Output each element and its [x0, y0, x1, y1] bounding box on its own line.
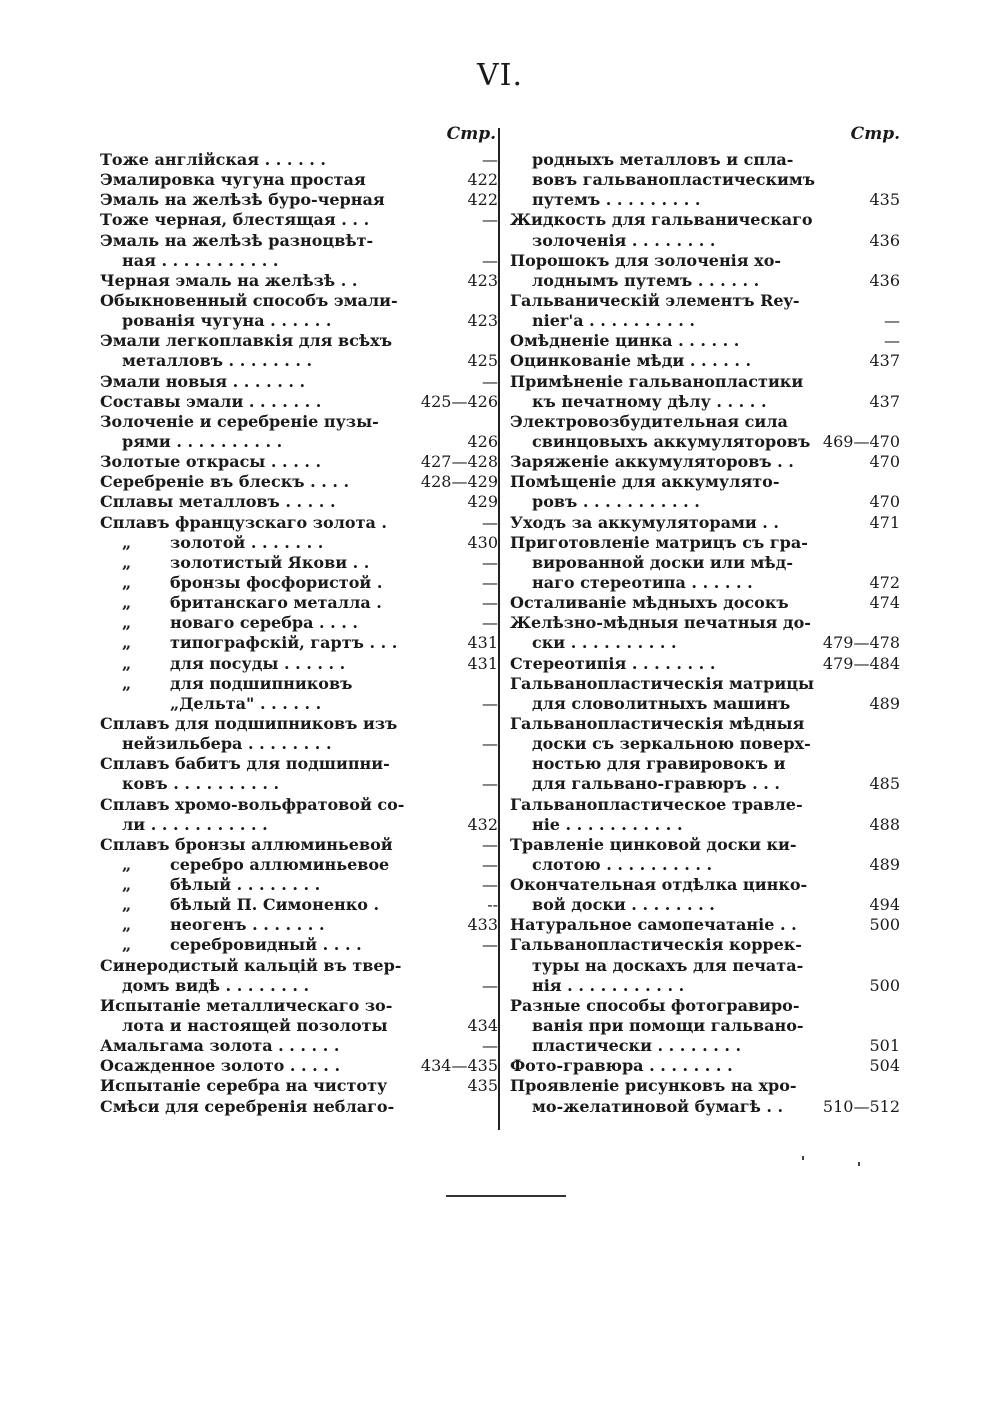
toc-entry-page: 470 — [869, 492, 900, 512]
toc-entry-page: 489 — [869, 854, 900, 874]
toc-entry-line — [100, 734, 498, 754]
toc-entry-title: Эмаль на желѣзѣ буро-черная — [100, 190, 385, 210]
toc-entry-line — [510, 795, 908, 815]
toc-entry-page: 422 — [467, 190, 498, 210]
toc-entry-title: Электровозбудительная сила — [510, 411, 788, 431]
toc-entry-line — [100, 915, 498, 935]
toc-entry-title: британскаго металла . — [170, 593, 382, 613]
toc-entry-line — [100, 271, 498, 291]
ditto-mark: „ — [122, 633, 132, 653]
toc-entry-line — [100, 392, 498, 412]
toc-entry-page: 423 — [467, 270, 498, 290]
toc-entry-line — [510, 150, 908, 170]
toc-entry-title: ная . . . . . . . . . . . — [122, 250, 279, 270]
toc-entry-page: — — [482, 693, 498, 713]
toc-entry-line — [100, 1097, 498, 1117]
toc-entry-line — [510, 291, 908, 311]
toc-entry-title: Амальгама золота . . . . . . — [100, 1036, 340, 1056]
toc-entry-line — [100, 372, 498, 392]
toc-entry-title: ковъ . . . . . . . . . . — [122, 774, 280, 794]
toc-entry-line — [510, 593, 908, 613]
toc-entry-title: ванія при помощи гальвано- — [532, 1016, 804, 1036]
toc-entry-title: нія . . . . . . . . . . . — [532, 975, 685, 995]
toc-entry-page: 430 — [467, 532, 498, 552]
toc-entry-page: 427—428 — [420, 452, 498, 472]
toc-entry-title: Желѣзно-мѣдныя печатныя до- — [510, 613, 811, 633]
toc-entry-page: 436 — [869, 270, 900, 290]
toc-entry-line — [510, 271, 908, 291]
toc-entry-title: вированной доски или мѣд- — [532, 552, 793, 572]
toc-entry-title: Окончательная отдѣлка цинко- — [510, 875, 808, 895]
toc-entry-line — [510, 392, 908, 412]
toc-entry-title: Обыкновенный способъ эмали- — [100, 290, 398, 310]
toc-entry-title: вовъ гальванопластическимъ — [532, 170, 816, 190]
toc-entry-page: 434—435 — [420, 1056, 498, 1076]
toc-entry-title: серебро аллюминьевое — [170, 854, 390, 874]
toc-entry-line — [100, 573, 498, 593]
toc-entry-title: Сплавъ для подшипниковъ изъ — [100, 713, 398, 733]
toc-entry-title: рями . . . . . . . . . . — [122, 431, 283, 451]
toc-entry-line — [100, 553, 498, 573]
toc-entry-title: Серебреніе въ блескъ . . . . — [100, 472, 350, 492]
toc-entry-page: 433 — [467, 915, 498, 935]
toc-entry-title: Сплавъ французскаго золота . — [100, 512, 387, 532]
ditto-mark: „ — [122, 935, 132, 955]
toc-entry-title: для словолитныхъ машинъ — [532, 693, 791, 713]
toc-entry-line — [510, 714, 908, 734]
page-number: VI. — [476, 58, 524, 93]
toc-entry-line — [100, 351, 498, 371]
toc-entry-page: — — [482, 774, 498, 794]
toc-entry-line — [510, 210, 908, 230]
toc-entry-page: — — [482, 875, 498, 895]
toc-entry-line — [100, 231, 498, 251]
toc-entry-line — [510, 674, 908, 694]
toc-entry-title: ніе . . . . . . . . . . . — [532, 814, 683, 834]
toc-entry-line — [100, 1036, 498, 1056]
toc-entry-page: 431 — [467, 633, 498, 653]
toc-entry-line — [100, 150, 498, 170]
toc-entry-title: металловъ . . . . . . . . — [122, 351, 313, 371]
toc-entry-page: 429 — [467, 492, 498, 512]
toc-entry-title: Осажденное золото . . . . . — [100, 1056, 341, 1076]
toc-entry-line — [510, 311, 908, 331]
toc-entry-title: Составы эмали . . . . . . . — [100, 391, 322, 411]
toc-entry-page: — — [482, 250, 498, 270]
toc-entry-title: Натуральное самопечатаніе . . — [510, 915, 797, 935]
print-speck — [858, 1162, 860, 1166]
toc-entry-page: — — [482, 552, 498, 572]
toc-entry-title: Синеродистый кальцій въ твер- — [100, 955, 402, 975]
toc-entry-line — [510, 633, 908, 653]
ditto-mark: „ — [122, 552, 132, 572]
toc-entry-title: пластически . . . . . . . . — [532, 1036, 742, 1056]
toc-entry-title: ли . . . . . . . . . . . — [122, 814, 268, 834]
toc-entry-line — [510, 875, 908, 895]
ditto-mark: „ — [122, 593, 132, 613]
toc-entry-line — [510, 895, 908, 915]
toc-entry-title: новаго серебра . . . . — [170, 613, 358, 633]
toc-entry-title: ностью для гравировокъ и — [532, 754, 786, 774]
toc-entry-page: 423 — [467, 311, 498, 331]
toc-entry-line — [100, 472, 498, 492]
toc-entry-title: Приготовленіе матрицъ съ гра- — [510, 532, 808, 552]
toc-entry-line — [100, 654, 498, 674]
toc-entry-line — [100, 674, 498, 694]
toc-entry-line — [510, 331, 908, 351]
toc-entry-line — [100, 875, 498, 895]
toc-entry-page: 422 — [467, 170, 498, 190]
toc-entry-page: 426 — [467, 431, 498, 451]
toc-entry-title: бѣлый П. Симоненко . — [170, 895, 380, 915]
toc-entry-title: Помѣщеніе для аккумулято- — [510, 472, 780, 492]
toc-entry-line — [100, 1016, 498, 1036]
toc-entry-line — [100, 412, 498, 432]
toc-entry-title: мо-желатиновой бумагѣ . . — [532, 1096, 784, 1116]
toc-entry-page: 485 — [869, 774, 900, 794]
toc-entry-line — [100, 190, 498, 210]
toc-entry-line — [100, 935, 498, 955]
toc-entry-page: 434 — [467, 1016, 498, 1036]
toc-entry-line — [100, 170, 498, 190]
toc-entry-line — [510, 231, 908, 251]
toc-entry-title: Гальванопластическія мѣдныя — [510, 713, 805, 733]
toc-entry-line — [510, 654, 908, 674]
toc-entry-title: Тоже англійская . . . . . . — [100, 150, 326, 169]
toc-entry-page: 510—512 — [822, 1096, 900, 1116]
toc-entry-line — [100, 976, 498, 996]
toc-entry-page: — — [482, 593, 498, 613]
toc-entry-title: Эмали легкоплавкія для всѣхъ — [100, 331, 392, 351]
toc-entry-title: нейзильбера . . . . . . . . — [122, 734, 332, 754]
toc-entry-line — [510, 432, 908, 452]
toc-entry-title: свинцовыхъ аккумуляторовъ — [532, 431, 811, 451]
toc-entry-page: 432 — [467, 814, 498, 834]
toc-entry-line — [100, 754, 498, 774]
toc-entry-line — [510, 734, 908, 754]
toc-entry-title: Сплавъ бабитъ для подшипни- — [100, 754, 390, 774]
toc-entry-line — [510, 513, 908, 533]
toc-entry-line — [510, 372, 908, 392]
toc-entry-title: Испытаніе металлическаго зо- — [100, 995, 393, 1015]
toc-entry-line — [510, 472, 908, 492]
toc-entry-page: 494 — [869, 895, 900, 915]
toc-entry-line — [510, 1016, 908, 1036]
toc-entry-title: Эмали новыя . . . . . . . — [100, 371, 306, 391]
toc-entry-title: для гальвано-гравюръ . . . — [532, 774, 780, 794]
toc-entry-line — [510, 492, 908, 512]
toc-entry-page: 425 — [467, 351, 498, 371]
toc-entry-title: бѣлый . . . . . . . . — [170, 875, 321, 895]
toc-entry-title: Гальванопластическое травле- — [510, 794, 803, 814]
ditto-mark: „ — [122, 915, 132, 935]
toc-entry-line — [100, 1076, 498, 1096]
toc-entry-page: 500 — [869, 915, 900, 935]
toc-entry-page: — — [482, 512, 498, 532]
toc-entry-line — [510, 915, 908, 935]
toc-entry-page: 425—426 — [420, 391, 498, 411]
toc-entry-page: — — [482, 572, 498, 592]
toc-entry-line — [100, 855, 498, 875]
toc-entry-line — [510, 1036, 908, 1056]
toc-entry-page: — — [482, 935, 498, 955]
toc-entry-title: золотистый Якови . . — [170, 552, 370, 572]
toc-entry-title: Омѣдненіе цинка . . . . . . — [510, 331, 740, 351]
toc-entry-title: Травленіе цинковой доски ки- — [510, 834, 797, 854]
toc-entry-line — [100, 694, 498, 714]
toc-entry-title: Заряженіе аккумуляторовъ . . — [510, 452, 794, 472]
toc-entry-line — [510, 573, 908, 593]
toc-entry-line — [510, 774, 908, 794]
toc-entry-title: Стереотипія . . . . . . . . — [510, 653, 716, 673]
toc-entry-page: — — [482, 613, 498, 633]
toc-entry-title: Испытаніе серебра на чистоту — [100, 1076, 388, 1096]
toc-entry-line — [100, 895, 498, 915]
toc-entry-page: 435 — [869, 190, 900, 210]
toc-entry-page: — — [482, 734, 498, 754]
toc-entry-page: 479—478 — [822, 633, 900, 653]
toc-entry-line — [510, 251, 908, 271]
toc-entry-line — [100, 1056, 498, 1076]
toc-entry-line — [510, 170, 908, 190]
ditto-mark: „ — [122, 572, 132, 592]
toc-entry-page: 435 — [467, 1076, 498, 1096]
toc-entry-title: Порошокъ для золоченія хо- — [510, 250, 781, 270]
ditto-mark: „ — [122, 532, 132, 552]
toc-entry-line — [100, 714, 498, 734]
toc-entry-line — [510, 412, 908, 432]
toc-entry-page: 489 — [869, 693, 900, 713]
toc-entry-line — [510, 996, 908, 1016]
toc-entry-line — [100, 815, 498, 835]
toc-entry-title: лота и настоящей позолоты — [122, 1016, 388, 1036]
toc-entry-title: путемъ . . . . . . . . . — [532, 190, 701, 210]
toc-right-column — [510, 124, 908, 1117]
toc-entry-line — [100, 795, 498, 815]
toc-entry-title: серебровидный . . . . — [170, 935, 362, 955]
toc-entry-page: 437 — [869, 351, 900, 371]
toc-entry-title: Золоченіе и серебреніе пузы- — [100, 411, 379, 431]
toc-entry-title: для посуды . . . . . . — [170, 653, 346, 673]
toc-entry-line — [510, 1056, 908, 1076]
toc-entry-title: nier'а . . . . . . . . . . — [532, 311, 695, 331]
toc-entry-line — [100, 331, 498, 351]
toc-entry-title: доски съ зеркальною поверх- — [532, 734, 811, 754]
toc-entry-line — [510, 1097, 908, 1117]
toc-entry-title: Жидкость для гальваническаго — [510, 210, 813, 230]
toc-entry-title: золоченія . . . . . . . . — [532, 230, 716, 250]
toc-entry-title: Тоже черная, блестящая . . . — [100, 210, 370, 230]
toc-entry-title: родныхъ металловъ и спла- — [532, 150, 794, 169]
toc-entry-page: 472 — [869, 572, 900, 592]
toc-entry-title: лоднымъ путемъ . . . . . . — [532, 270, 760, 290]
toc-entry-title: Гальваническій элементъ Rey- — [510, 290, 800, 310]
toc-entry-line — [510, 855, 908, 875]
toc-entry-title: рованія чугуна . . . . . . — [122, 311, 332, 331]
toc-entry-line — [510, 1076, 908, 1096]
toc-entry-line — [100, 593, 498, 613]
toc-entry-title: для подшипниковъ — [170, 673, 353, 693]
toc-left-lines — [100, 150, 498, 1117]
toc-entry-title: Примѣненіе гальванопластики — [510, 371, 804, 391]
toc-entry-line — [100, 452, 498, 472]
toc-entry-title: Эмалировка чугуна простая — [100, 170, 366, 190]
toc-entry-page: 504 — [869, 1056, 900, 1076]
toc-entry-page: 488 — [869, 814, 900, 834]
toc-entry-title: Эмаль на желѣзѣ разноцвѣт- — [100, 230, 374, 250]
toc-entry-title: туры на доскахъ для печата- — [532, 955, 804, 975]
toc-entry-page: — — [884, 311, 900, 331]
toc-entry-line — [100, 533, 498, 553]
toc-entry-title: золотой . . . . . . . — [170, 532, 324, 552]
toc-entry-page: — — [482, 371, 498, 391]
toc-entry-title: къ печатному дѣлу . . . . . — [532, 391, 767, 411]
toc-entry-line — [100, 613, 498, 633]
toc-entry-page: — — [482, 1036, 498, 1056]
toc-entry-page: 501 — [869, 1036, 900, 1056]
toc-entry-title: Смѣси для серебренія неблаго- — [100, 1096, 395, 1116]
toc-entry-title: Сплавъ бронзы аллюминьевой — [100, 834, 393, 854]
toc-entry-title: слотою . . . . . . . . . . — [532, 854, 713, 874]
toc-entry-line — [510, 694, 908, 714]
toc-entry-line — [510, 754, 908, 774]
toc-entry-line — [100, 311, 498, 331]
toc-entry-line — [510, 956, 908, 976]
toc-entry-line — [100, 492, 498, 512]
toc-entry-line — [510, 452, 908, 472]
toc-entry-line — [100, 633, 498, 653]
toc-entry-title: Проявленіе рисунковъ на хро- — [510, 1076, 797, 1096]
page-column-header: Стр. — [446, 124, 496, 144]
toc-right-lines — [510, 150, 908, 1117]
toc-entry-page: — — [884, 331, 900, 351]
toc-entry-page: 437 — [869, 391, 900, 411]
toc-entry-line — [510, 835, 908, 855]
toc-entry-line — [510, 935, 908, 955]
toc-entry-page: — — [482, 854, 498, 874]
toc-entry-title: бронзы фосфористой . — [170, 572, 383, 592]
toc-entry-title: Золотые открасы . . . . . — [100, 452, 322, 472]
end-rule — [446, 1195, 566, 1197]
ditto-mark: „ — [122, 653, 132, 673]
toc-entry-line — [100, 996, 498, 1016]
toc-entry-title: ровъ . . . . . . . . . . . — [532, 492, 700, 512]
page-column-header: Стр. — [850, 124, 900, 144]
toc-entry-title: Осталиваніе мѣдныхъ досокъ — [510, 593, 789, 613]
toc-entry-line — [100, 210, 498, 230]
toc-entry-line — [510, 190, 908, 210]
toc-entry-line — [100, 774, 498, 794]
toc-entry-line — [100, 432, 498, 452]
toc-entry-title: Гальванопластическія коррек- — [510, 935, 802, 955]
toc-entry-page: 471 — [869, 512, 900, 532]
toc-entry-line — [510, 553, 908, 573]
ditto-mark: „ — [122, 854, 132, 874]
ditto-mark: „ — [122, 613, 132, 633]
toc-entry-line — [510, 976, 908, 996]
toc-entry-line — [100, 513, 498, 533]
toc-entry-page: 470 — [869, 452, 900, 472]
toc-entry-line — [100, 835, 498, 855]
ditto-mark: „ — [122, 895, 132, 915]
toc-entry-page: 500 — [869, 975, 900, 995]
toc-entry-line — [100, 251, 498, 271]
toc-entry-page: — — [482, 150, 498, 169]
toc-entry-page: 436 — [869, 230, 900, 250]
toc-entry-title: ски . . . . . . . . . . — [532, 633, 677, 653]
toc-entry-line — [100, 956, 498, 976]
toc-entry-page: -- — [487, 895, 498, 915]
toc-entry-page: 431 — [467, 653, 498, 673]
toc-entry-title: домъ видѣ . . . . . . . . — [122, 975, 310, 995]
toc-entry-page: 474 — [869, 593, 900, 613]
toc-entry-page: — — [482, 834, 498, 854]
toc-entry-page: — — [482, 210, 498, 230]
toc-entry-title: „Дельта" . . . . . . — [170, 693, 322, 713]
toc-entry-title: Гальванопластическія матрицы — [510, 673, 815, 693]
toc-entry-title: Сплавъ хромо-вольфратовой со- — [100, 794, 405, 814]
ditto-mark: „ — [122, 673, 132, 693]
column-divider — [498, 128, 500, 1130]
toc-entry-line — [510, 351, 908, 371]
ditto-mark: „ — [122, 875, 132, 895]
toc-left-column — [100, 124, 498, 1117]
print-speck — [802, 1156, 804, 1160]
toc-entry-title: наго стереотипа . . . . . . — [532, 572, 753, 592]
toc-entry-title: Разные способы фотогравиро- — [510, 995, 800, 1015]
toc-entry-line — [100, 291, 498, 311]
toc-entry-page: — — [482, 975, 498, 995]
toc-entry-title: Уходъ за аккумуляторами . . — [510, 512, 779, 532]
toc-entry-page: 479—484 — [822, 653, 900, 673]
toc-entry-title: Сплавы металловъ . . . . . — [100, 492, 336, 512]
toc-entry-title: неогенъ . . . . . . . — [170, 915, 325, 935]
toc-entry-line — [510, 815, 908, 835]
toc-entry-title: Черная эмаль на желѣзѣ . . — [100, 270, 358, 290]
toc-entry-line — [510, 533, 908, 553]
toc-entry-line — [510, 613, 908, 633]
toc-entry-title: типографскій, гартъ . . . — [170, 633, 398, 653]
toc-entry-title: Оцинкованіе мѣди . . . . . . — [510, 351, 752, 371]
toc-entry-page: 469—470 — [822, 431, 900, 451]
toc-entry-title: Фото-гравюра . . . . . . . . — [510, 1056, 733, 1076]
toc-entry-page: 428—429 — [420, 472, 498, 492]
toc-entry-title: вой доски . . . . . . . . — [532, 895, 715, 915]
